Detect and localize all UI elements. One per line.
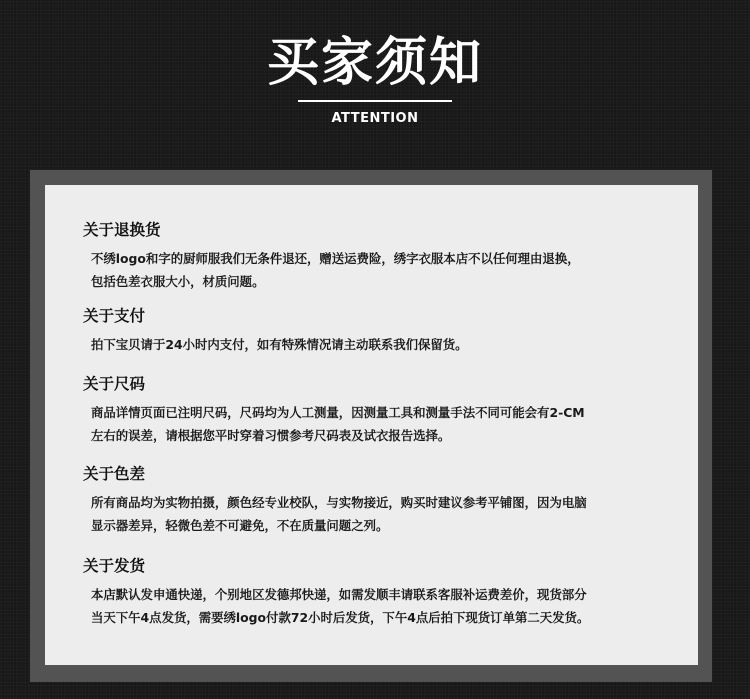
title-divider	[298, 100, 452, 102]
section-line: 本店默认发申通快递，个别地区发德邦快递，如需发顺丰请联系客服补运费差价，现货部分	[91, 587, 587, 602]
section-body	[83, 248, 683, 293]
section-line: 所有商品均为实物拍摄，颜色经专业校队，与实物接近，购买时建议参考平铺图，因为电脑	[91, 495, 587, 510]
notice-frame	[30, 170, 712, 682]
notice-panel	[45, 185, 698, 665]
section-body	[83, 334, 683, 357]
page-header	[0, 0, 750, 170]
section-size	[83, 373, 683, 447]
page-title: 买家须知	[266, 33, 483, 93]
section-title: 关于尺码	[83, 375, 146, 393]
section-color	[83, 463, 683, 537]
section-line: 当天下午4点发货，需要绣logo付款72小时后发货，下午4点后拍下现货订单第二天发货。	[91, 609, 590, 625]
section-body	[83, 402, 683, 447]
section-line: 商品详情页面已注明尺码，尺码均为人工测量，因测量工具和测量手法不同可能会有2-CM	[91, 405, 585, 420]
section-title: 关于支付	[83, 307, 146, 325]
section-title: 关于发货	[83, 557, 146, 575]
section-payment	[83, 305, 683, 357]
section-body	[83, 492, 683, 537]
page-subtitle: ATTENTION	[331, 111, 419, 126]
section-line: 左右的误差，请根据您平时穿着习惯参考尺码表及试衣报告选择。	[91, 427, 451, 443]
section-returns	[83, 219, 683, 293]
section-body	[83, 584, 683, 629]
section-line: 拍下宝贝请于24小时内支付，如有特殊情况请主动联系我们保留货。	[91, 337, 468, 352]
section-line: 包括色差衣服大小，材质问题。	[91, 273, 265, 289]
section-title: 关于色差	[83, 465, 146, 483]
section-line: 显示器差异，轻微色差不可避免，不在质量问题之列。	[91, 517, 389, 533]
section-title: 关于退换货	[83, 221, 161, 239]
section-shipping	[83, 555, 683, 629]
section-line: 不绣logo和字的厨师服我们无条件退还，赠送运费险，绣字衣服本店不以任何理由退换，	[91, 251, 580, 266]
